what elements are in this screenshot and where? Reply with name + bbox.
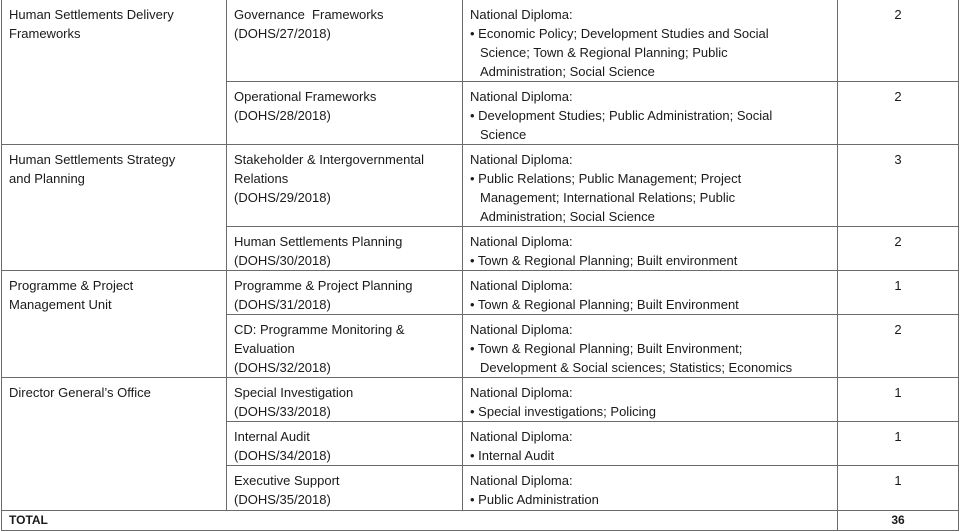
post-title: Evaluation [234,341,295,356]
post-count: 1 [838,271,959,315]
qualification-cell [463,82,838,145]
posts-table [1,0,959,531]
post-reference: (DOHS/35/2018) [234,492,331,507]
division-name: Frameworks [9,26,81,41]
division-name: Director General’s Office [9,385,151,400]
post-cell [227,0,463,82]
qualification-text: • Town & Regional Planning; Built Environment [470,297,739,312]
qualification-text: • Public Administration [470,492,599,507]
post-cell [227,82,463,145]
post-count: 1 [838,422,959,466]
total-label: TOTAL [2,511,838,531]
post-title: Internal Audit [234,429,310,444]
post-cell [227,378,463,422]
qualification-text: Development & Social sciences; Statistics; Economics [480,360,793,375]
qualification-text: • Development Studies; Public Administration; Social [470,108,773,123]
post-count: 2 [838,227,959,271]
qualification-cell [463,378,838,422]
qualification-heading: National Diploma: [470,152,573,167]
division-name: Programme & Project [9,278,134,293]
post-cell [227,422,463,466]
post-reference: (DOHS/29/2018) [234,190,331,205]
qualification-heading: National Diploma: [470,429,573,444]
post-count: 1 [838,378,959,422]
post-title: Relations [234,171,289,186]
qualification-cell [463,315,838,378]
qualification-text: Administration; Social Science [480,64,655,79]
post-title: Stakeholder & Intergovernmental [234,152,425,167]
qualification-text: • Special investigations; Policing [470,404,656,419]
qualification-text: • Town & Regional Planning; Built environment [470,253,738,268]
qualification-cell [463,466,838,511]
total-value: 36 [838,511,959,531]
division-cell [2,271,227,378]
post-cell [227,227,463,271]
post-title: Programme & Project Planning [234,278,413,293]
table-row [2,145,959,227]
table-row [2,0,959,82]
qualification-cell [463,227,838,271]
post-cell [227,145,463,227]
table-row [2,378,959,422]
post-reference: (DOHS/30/2018) [234,253,331,268]
qualification-cell [463,422,838,466]
post-reference: (DOHS/28/2018) [234,108,331,123]
qualification-heading: National Diploma: [470,473,573,488]
post-count: 3 [838,145,959,227]
qualification-text: Science [480,127,527,142]
post-reference: (DOHS/33/2018) [234,404,331,419]
qualification-text: Science; Town & Regional Planning; Public [480,45,728,60]
post-cell [227,271,463,315]
post-count: 2 [838,315,959,378]
qualification-text: • Public Relations; Public Management; Project [470,171,742,186]
post-title: Special Investigation [234,385,354,400]
qualification-heading: National Diploma: [470,234,573,249]
division-name: Human Settlements Delivery [9,7,174,22]
post-reference: (DOHS/27/2018) [234,26,331,41]
post-reference: (DOHS/34/2018) [234,448,331,463]
post-title: Operational Frameworks [234,89,377,104]
post-count: 2 [838,82,959,145]
post-reference: (DOHS/31/2018) [234,297,331,312]
table-row [2,271,959,315]
post-reference: (DOHS/32/2018) [234,360,331,375]
qualification-text: • Internal Audit [470,448,555,463]
qualification-heading: National Diploma: [470,278,573,293]
qualification-heading: National Diploma: [470,7,573,22]
post-title: Executive Support [234,473,340,488]
post-title: Governance Frameworks [234,7,384,22]
qualification-cell [463,145,838,227]
division-cell [2,0,227,145]
qualification-text: • Town & Regional Planning; Built Environment; [470,341,743,356]
qualification-heading: National Diploma: [470,89,573,104]
post-title: CD: Programme Monitoring & [234,322,405,337]
qualification-heading: National Diploma: [470,385,573,400]
qualification-cell [463,0,838,82]
post-title: Human Settlements Planning [234,234,403,249]
qualification-text: Management; International Relations; Public [480,190,736,205]
post-count: 1 [838,466,959,511]
division-cell [2,378,227,511]
qualification-text: Administration; Social Science [480,209,655,224]
post-cell [227,315,463,378]
total-row [2,511,959,531]
division-name: Management Unit [9,297,112,312]
division-cell [2,145,227,271]
qualification-text: • Economic Policy; Development Studies and Social [470,26,769,41]
division-name: Human Settlements Strategy [9,152,176,167]
qualification-cell [463,271,838,315]
division-name: and Planning [9,171,85,186]
post-cell [227,466,463,511]
post-count: 2 [838,0,959,82]
qualification-heading: National Diploma: [470,322,573,337]
